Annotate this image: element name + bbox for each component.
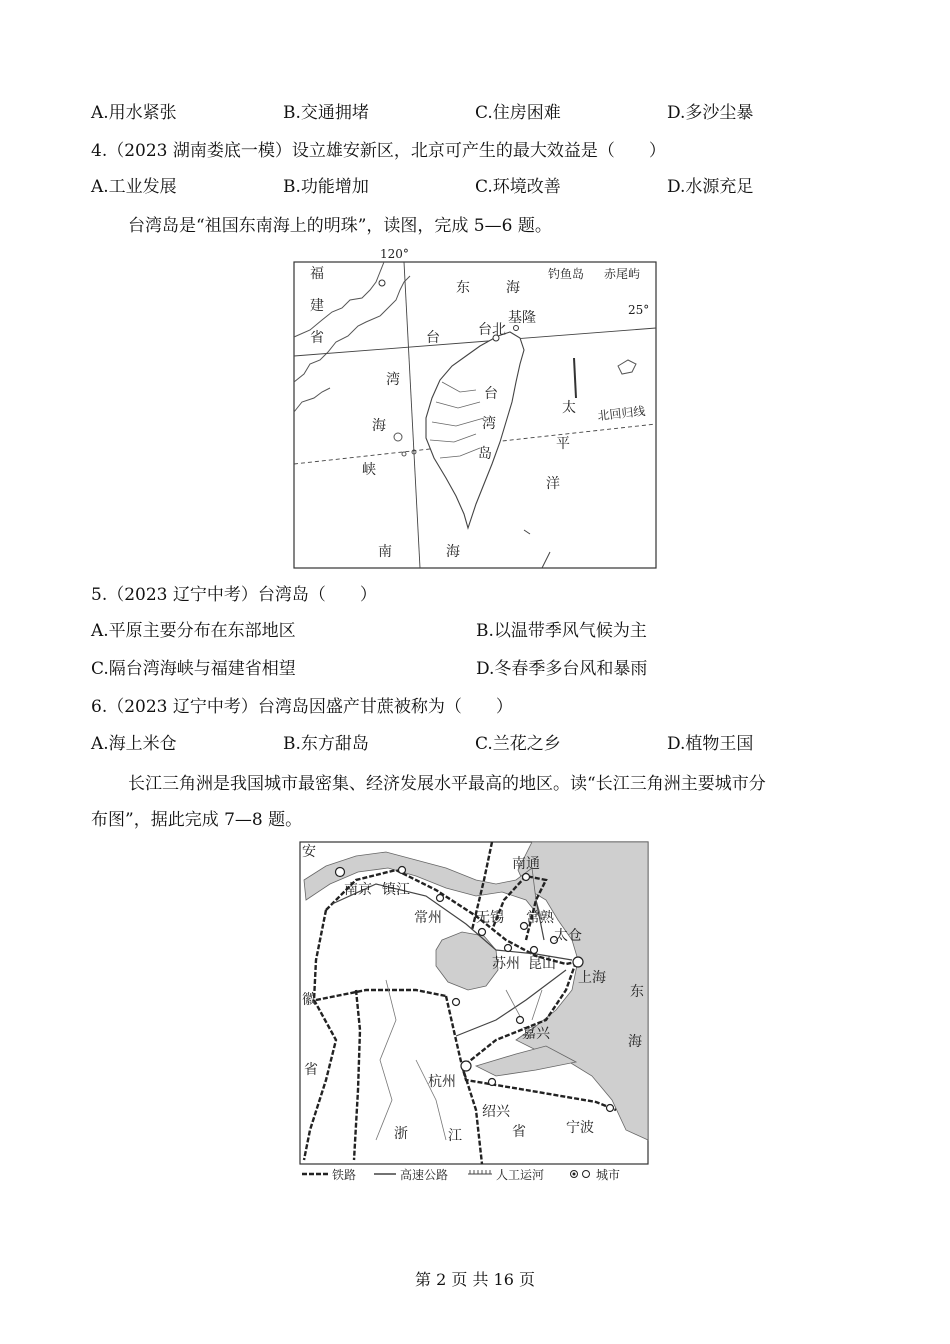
strait-char-4: 峡 [362, 462, 376, 478]
legend-city: 城市 [596, 1168, 621, 1182]
city-marker-zhenjiang [399, 867, 406, 874]
zhejiang-char-1: 浙 [394, 1126, 408, 1142]
city-marker-lake-town [453, 999, 460, 1006]
q6-options [91, 732, 851, 756]
city-label-hangzhou: 杭州 [428, 1074, 456, 1090]
city-label-changzhou: 常州 [414, 910, 442, 926]
q6-option-d: D.植物王国 [667, 734, 754, 754]
q3-option-d: D.多沙尘暴 [667, 103, 754, 123]
city-marker-wuxi [479, 929, 486, 936]
intro-yangtze-line1: 长江三角洲是我国城市最密集、经济发展水平最高的地区。读“长江三角洲主要城市分 [128, 774, 766, 794]
q6-option-b: B.东方甜岛 [283, 734, 369, 754]
latitude-label: 25° [628, 303, 650, 317]
pacific-char-2: 平 [556, 436, 570, 452]
chiwei-label: 赤尾屿 [604, 267, 641, 281]
city-marker-ningbo [607, 1105, 614, 1112]
south-sea-char-2: 海 [446, 544, 460, 560]
q4-stem: 4.（2023 湖南娄底一模）设立雄安新区，北京可产生的最大效益是（ ） [91, 141, 666, 161]
q6-option-c: C.兰花之乡 [475, 734, 561, 754]
strait-char-3: 海 [372, 418, 386, 434]
q5-option-c: C.隔台湾海峡与福建省相望 [91, 659, 296, 679]
intro-yangtze-line2: 布图”，据此完成 7—8 题。 [91, 810, 303, 830]
island-char-2: 湾 [482, 416, 496, 432]
fujian-char-2: 建 [310, 298, 324, 314]
zhejiang-char-3: 省 [512, 1124, 526, 1140]
anhui-char-2: 徽 [302, 992, 316, 1008]
east-sea-char-dong: 东 [630, 984, 644, 1000]
island-char-3: 岛 [478, 446, 492, 462]
pacific-char-1: 太 [562, 400, 576, 416]
city-label-shaoxing: 绍兴 [482, 1104, 510, 1120]
island-char-1: 台 [484, 386, 498, 402]
jilong-label: 基隆 [508, 310, 536, 326]
q3-options [91, 101, 851, 125]
yangtze-delta-map [296, 840, 656, 1186]
q6-stem: 6.（2023 辽宁中考）台湾岛因盛产甘蔗被称为（ ） [91, 697, 513, 717]
taiwan-map [270, 242, 670, 572]
city-label-changshu: 常熟 [526, 910, 554, 926]
city-marker-jiaxing [517, 1017, 524, 1024]
city-label-wuxi: 无锡 [476, 910, 504, 926]
east-sea-char-hai: 海 [628, 1034, 642, 1050]
city-marker-suzhou [505, 945, 512, 952]
city-label-kunshan: 昆山 [528, 956, 556, 972]
city-marker-nanjing [336, 868, 345, 877]
q3-option-c: C.住房困难 [475, 103, 561, 123]
q6-option-a: A.海上米仓 [91, 734, 177, 754]
pacific-char-3: 洋 [546, 476, 560, 492]
east-sea-char-2: 海 [506, 280, 520, 296]
q3-option-b: B.交通拥堵 [283, 103, 369, 123]
taibei-label: 台北 [478, 322, 506, 338]
city-label-zhenjiang: 镇江 [382, 882, 410, 898]
anhui-char-1: 安 [302, 844, 316, 860]
q5-option-d: D.冬春季多台风和暴雨 [476, 659, 648, 679]
q4-option-d: D.水源充足 [667, 177, 754, 197]
city-label-ningbo: 宁波 [566, 1120, 594, 1136]
page-footer: 第 2 页 共 16 页 [415, 1270, 535, 1289]
city-marker-nantong [523, 874, 530, 881]
anhui-char-3: 省 [304, 1062, 318, 1078]
city-label-shanghai: 上海 [578, 970, 606, 986]
tropic-label: 北回归线 [596, 404, 647, 423]
city-label-jiaxing: 嘉兴 [522, 1026, 550, 1042]
legend-highway: 高速公路 [400, 1168, 449, 1182]
east-sea-char-1: 东 [456, 280, 470, 296]
city-marker-kunshan [531, 947, 538, 954]
fujian-char-3: 省 [310, 330, 324, 346]
city-marker-shaoxing [489, 1079, 496, 1086]
city-label-taicang: 太仓 [554, 928, 582, 944]
city-marker-changzhou [437, 895, 444, 902]
city-marker-hangzhou [461, 1061, 471, 1071]
q4-option-c: C.环境改善 [475, 177, 561, 197]
q4-options [91, 175, 851, 199]
q4-option-b: B.功能增加 [283, 177, 369, 197]
diaoyu-label: 钓鱼岛 [548, 267, 585, 281]
intro-taiwan: 台湾岛是“祖国东南海上的明珠”，读图，完成 5—6 题。 [128, 216, 552, 236]
legend-canal: 人工运河 [496, 1168, 545, 1182]
q5-option-a: A.平原主要分布在东部地区 [91, 621, 296, 641]
fujian-char-1: 福 [310, 266, 324, 282]
legend-railway: 铁路 [332, 1168, 357, 1182]
q5-stem: 5.（2023 辽宁中考）台湾岛（ ） [91, 585, 377, 605]
city-label-suzhou: 苏州 [492, 956, 520, 972]
strait-char-2: 湾 [386, 372, 400, 388]
zhejiang-char-2: 江 [448, 1128, 462, 1144]
city-label-nantong: 南通 [512, 856, 540, 872]
q4-option-a: A.工业发展 [91, 177, 177, 197]
q5-option-b: B.以温带季风气候为主 [476, 621, 647, 641]
city-label-nanjing: 南京 [344, 882, 372, 898]
longitude-label: 120° [380, 247, 409, 261]
strait-char-1: 台 [426, 330, 440, 346]
q3-option-a: A.用水紧张 [91, 103, 177, 123]
jilong-dot [514, 326, 519, 331]
city-marker-shanghai [573, 957, 583, 967]
south-sea-char-1: 南 [378, 544, 392, 560]
map-legend [302, 1167, 620, 1182]
